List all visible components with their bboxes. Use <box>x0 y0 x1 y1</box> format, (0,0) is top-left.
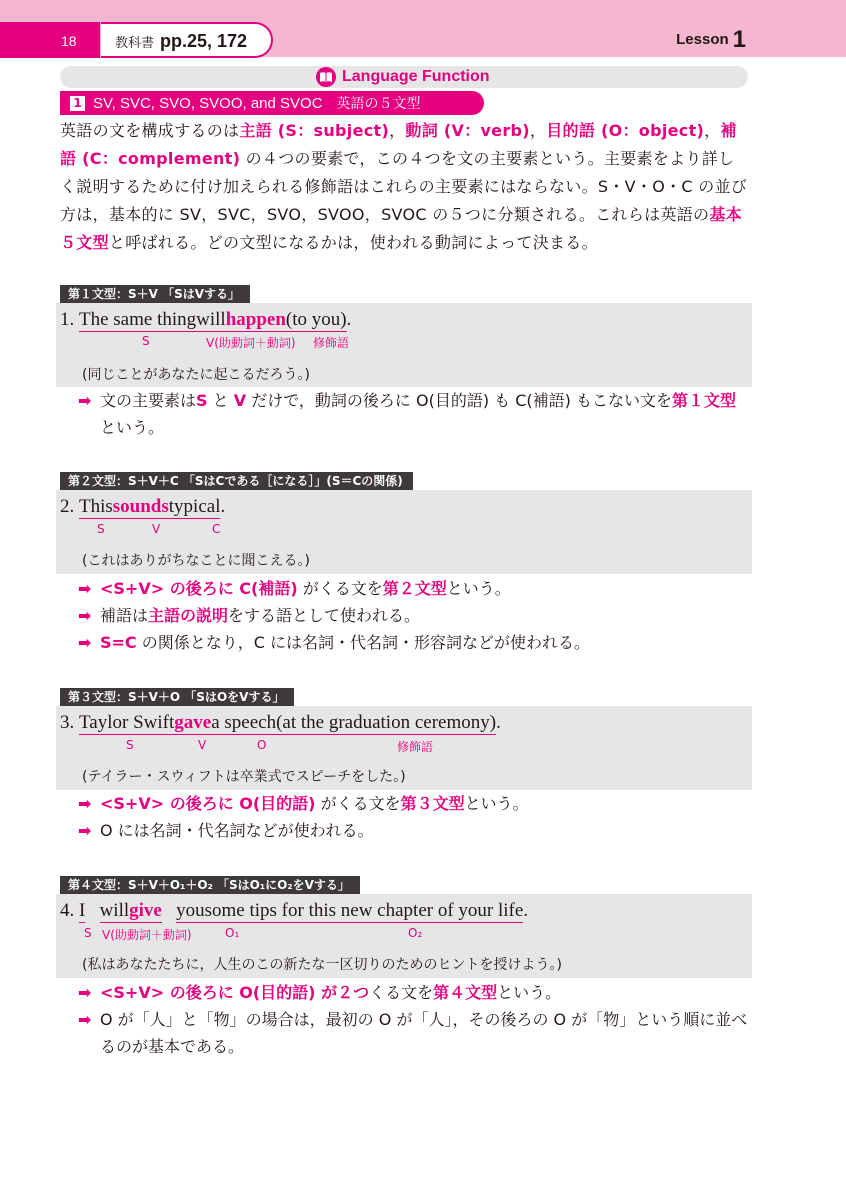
period: . <box>346 309 352 330</box>
highlighted-term: 主語の説明 <box>148 606 229 625</box>
text-run: と呼ばれる。どの文型になるかは，使われる動詞によって決まる。 <box>108 233 598 252</box>
text-run: くる文を <box>369 983 434 1002</box>
page-number: 18 <box>0 22 100 58</box>
right-arrow-icon: ➡ <box>78 1010 92 1029</box>
language-function-title <box>316 66 490 88</box>
pattern-2-tag: 第２文型：S＋V＋C 「SはCである［になる］」(S＝Cの関係) <box>60 472 413 491</box>
space <box>162 900 176 922</box>
label-s: S <box>97 522 105 536</box>
main-verb: happen <box>225 309 286 330</box>
highlighted-term: 第３文型 <box>400 794 465 813</box>
book-icon <box>316 67 336 87</box>
highlighted-term: <S+V> の後ろに C(補語) <box>100 579 298 598</box>
right-arrow-icon: ➡ <box>78 794 92 813</box>
text-run: O が「人」と「物」の場合は，最初の O が「人」，その後ろの O が「物」という順に並べるのが基本である。 <box>100 1010 748 1056</box>
note-2-3 <box>78 629 750 656</box>
note-3-1 <box>78 790 750 817</box>
textbook-pages: pp.25, 172 <box>160 31 248 51</box>
text-run: という。 <box>100 418 165 437</box>
period: . <box>523 900 529 921</box>
sentence-number: 1. <box>60 309 75 330</box>
space <box>85 900 99 922</box>
sentence-number: 2. <box>60 496 75 517</box>
textbook-reference <box>101 22 273 58</box>
label-v: V <box>198 738 207 752</box>
translation-1: (同じことがあなたに起こるだろう。) <box>82 367 310 383</box>
text-run: という。 <box>464 794 529 813</box>
label-s: S <box>142 334 150 348</box>
translation-3: (テイラー・スウィフトは卒業式でスピーチをした。) <box>82 769 406 785</box>
text-run: ， <box>704 121 721 140</box>
example-sentence-1 <box>60 309 351 332</box>
section-heading <box>60 91 484 115</box>
label-s: S <box>126 738 134 752</box>
text-run: がくる文を <box>315 794 401 813</box>
highlighted-term: 第１文型 <box>671 391 736 410</box>
highlighted-term: 動詞 (V：verb) <box>405 121 530 140</box>
section-title-en: SV, SVC, SVO, SVOO, and SVOC <box>93 94 323 112</box>
note-1-1 <box>78 387 750 441</box>
complement-word: typical <box>168 496 221 517</box>
modifier-phrase: (at the graduation ceremony) <box>276 712 497 733</box>
highlighted-term: S=C <box>100 633 137 652</box>
lesson-indicator <box>676 26 746 54</box>
text-run: と <box>207 391 234 410</box>
label-o1: O₁ <box>225 926 240 940</box>
right-arrow-icon: ➡ <box>78 821 92 840</box>
note-2-1 <box>78 575 750 602</box>
text-run: だけで，動詞の後ろに O(目的語) も C(補語) もこない文を <box>246 391 672 410</box>
translation-2: (これはありがちなことに聞こえる。) <box>82 553 310 569</box>
text-run: ， <box>389 121 406 140</box>
label-s: S <box>84 926 92 940</box>
period: . <box>220 496 226 517</box>
main-verb: gave <box>174 712 212 733</box>
section-number: 1 <box>70 96 85 111</box>
right-arrow-icon: ➡ <box>78 579 92 598</box>
text-run: の４つの要素で，この４つを文の主要素という。主要素をより詳しく説明するために付け加えられる修飾語はこれらの主要素にはならない。S・V・O・C の並び方は，基本的に SV，SVC，SVO，SVOO，SVOC の５つに分類される。これらは英語の <box>60 149 748 224</box>
right-arrow-icon: ➡ <box>78 983 92 1002</box>
highlighted-term: 主語 (S：subject) <box>239 121 390 140</box>
language-function-label: Language Function <box>342 68 490 85</box>
highlighted-term: 第２文型 <box>382 579 447 598</box>
right-arrow-icon: ➡ <box>78 633 92 652</box>
intro-paragraph <box>60 117 750 257</box>
sentence-number: 4. <box>60 900 75 921</box>
highlighted-term: 補語 (C：complement) <box>60 121 737 168</box>
main-verb: sounds <box>112 496 169 517</box>
subject-phrase: The same thing <box>79 309 197 330</box>
note-3-2 <box>78 817 750 844</box>
text-run: の関係となり，C には名詞・代名詞・形容詞などが使われる。 <box>136 633 591 652</box>
auxiliary-verb: will <box>196 309 226 330</box>
label-o: O <box>257 738 267 752</box>
text-run: をする語として使われる。 <box>228 606 421 625</box>
subject-phrase: Taylor Swift <box>79 712 175 733</box>
translation-4: (私はあなたたちに，人生のこの新たな一区切りのためのヒントを授けよう。) <box>82 957 562 973</box>
example-sentence-3 <box>60 712 501 735</box>
example-box-1 <box>56 303 752 387</box>
text-run: O には名詞・代名詞などが使われる。 <box>100 821 374 840</box>
note-4-2 <box>78 1006 750 1060</box>
text-run: 補語は <box>100 606 149 625</box>
pattern-4-tag: 第４文型：S＋V＋O₁＋O₂ 「SはO₁にO₂をVする」 <box>60 876 360 895</box>
main-verb: give <box>129 900 162 921</box>
text-run: 文の主要素は <box>100 391 197 410</box>
subject-word: This <box>79 496 113 517</box>
text-run: がくる文を <box>297 579 383 598</box>
lesson-label: Lesson <box>676 31 729 48</box>
text-run: という。 <box>497 983 562 1002</box>
lesson-number: 1 <box>732 26 746 53</box>
section-title-jp: 英語の５文型 <box>336 96 421 112</box>
example-sentence-4 <box>60 900 528 923</box>
highlighted-term: 第４文型 <box>433 983 498 1002</box>
label-v: V <box>152 522 161 536</box>
note-4-1 <box>78 979 750 1006</box>
highlighted-term: 基本５文型 <box>60 205 742 252</box>
text-run: 英語の文を構成するのは <box>60 121 240 140</box>
highlighted-term: <S+V> の後ろに O(目的語) <box>100 794 316 813</box>
right-arrow-icon: ➡ <box>78 391 92 410</box>
textbook-label: 教科書 <box>115 36 155 51</box>
label-v: V(助動詞＋動詞) <box>206 336 296 350</box>
sentence-number: 3. <box>60 712 75 733</box>
highlighted-term: <S+V> の後ろに O(目的語) が２つ <box>100 983 370 1002</box>
label-modifier: 修飾語 <box>313 336 350 350</box>
pattern-3-tag: 第３文型：S＋V＋O 「SはOをVする」 <box>60 688 294 707</box>
modifier-phrase: (to you) <box>285 309 347 330</box>
label-c: C <box>212 522 221 536</box>
right-arrow-icon: ➡ <box>78 606 92 625</box>
label-o2: O₂ <box>408 926 423 940</box>
indirect-object: you <box>176 900 205 921</box>
auxiliary-verb: will <box>99 900 130 921</box>
example-box-2 <box>56 490 752 574</box>
note-2-2 <box>78 602 750 629</box>
label-v: V(助動詞＋動詞) <box>102 928 192 942</box>
highlighted-term: 目的語 (O：object) <box>546 121 705 140</box>
subject-word: I <box>79 900 86 921</box>
example-sentence-2 <box>60 496 225 519</box>
highlighted-term: V <box>233 391 247 410</box>
highlighted-term: S <box>196 391 208 410</box>
object-phrase: a speech <box>211 712 277 733</box>
label-modifier: 修飾語 <box>397 740 434 754</box>
example-box-3 <box>56 706 752 790</box>
period: . <box>496 712 501 733</box>
example-box-4 <box>56 894 752 978</box>
text-run: ， <box>529 121 547 140</box>
text-run: という。 <box>446 579 511 598</box>
pattern-1-tag: 第１文型：S＋V 「SはVする」 <box>60 285 250 304</box>
direct-object-phrase: some tips for this new chapter of your life <box>204 900 524 921</box>
